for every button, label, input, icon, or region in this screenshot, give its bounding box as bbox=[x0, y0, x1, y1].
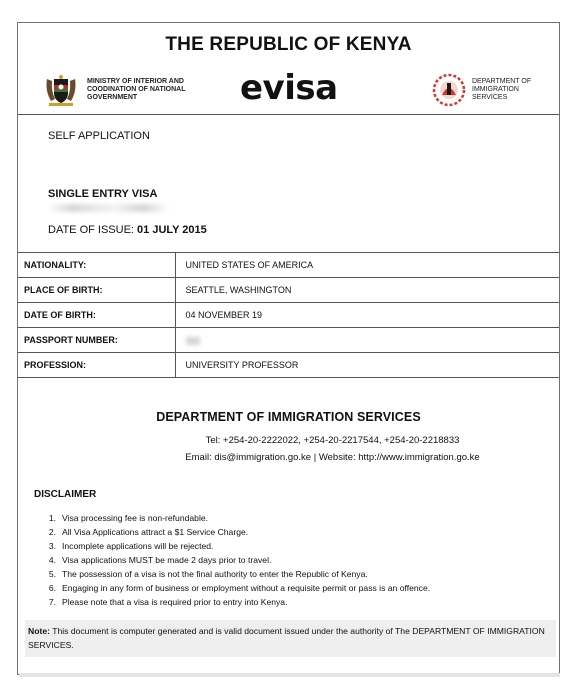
department-name: DEPARTMENT OF IMMIGRATION SERVICES bbox=[472, 78, 532, 101]
issue-date-line bbox=[48, 224, 207, 236]
list-item: 7. Please note that a visa is required prior to entry into Kenya. bbox=[48, 597, 288, 607]
disclaimer-list bbox=[46, 511, 430, 609]
issue-date-label: DATE OF ISSUE: bbox=[48, 224, 134, 236]
department-phone: Tel: +254-20-2222022, +254-20-2217544, +254-20-2218833 bbox=[205, 435, 460, 446]
application-section bbox=[18, 116, 559, 252]
detail-value: UNIVERSITY PROFESSOR bbox=[175, 353, 559, 378]
ministry-block bbox=[43, 73, 227, 107]
detail-label: PASSPORT NUMBER: bbox=[18, 328, 175, 353]
department-title: DEPARTMENT OF IMMIGRATION SERVICES bbox=[156, 410, 421, 424]
detail-label: NATIONALITY: bbox=[18, 253, 175, 278]
applicant-details-table bbox=[18, 252, 559, 378]
kenya-coat-of-arms-icon bbox=[43, 73, 79, 107]
table-row bbox=[18, 278, 559, 303]
department-email: Email: dis@immigration.go.ke | Website: http://www.immigration.go.ke bbox=[185, 452, 480, 463]
immigration-emblem-icon bbox=[432, 73, 466, 107]
note-label: Note: bbox=[28, 626, 50, 636]
table-row bbox=[18, 328, 559, 353]
detail-value: UNITED STATES OF AMERICA bbox=[175, 253, 559, 278]
ministry-name: MINISTRY OF INTERIOR AND COODINATION OF NATIONAL GOVERNMENT bbox=[87, 78, 186, 101]
redacted-passport-number bbox=[186, 337, 200, 345]
table-row bbox=[18, 303, 559, 328]
list-item: 4. Visa applications MUST be made 2 days prior to travel. bbox=[48, 555, 272, 565]
list-item: 5. The possession of a visa is not the final authority to enter the Republic of Kenya. bbox=[48, 569, 368, 579]
detail-value: 04 NOVEMBER 19 bbox=[175, 303, 559, 328]
evisa-logo: evisa bbox=[240, 68, 338, 108]
document-title: THE REPUBLIC OF KENYA bbox=[165, 34, 412, 55]
table-row bbox=[18, 253, 559, 278]
redacted-name bbox=[48, 204, 168, 212]
document-header bbox=[18, 23, 559, 115]
detail-value-redacted bbox=[175, 328, 559, 353]
evisa-document bbox=[17, 22, 560, 675]
list-item: 3. Incomplete applications will be rejected. bbox=[48, 541, 214, 551]
list-item: 2. All Visa Applications attract a $1 Service Charge. bbox=[48, 527, 249, 537]
department-contact bbox=[18, 410, 559, 463]
detail-label: DATE OF BIRTH: bbox=[18, 303, 175, 328]
detail-value: SEATTLE, WASHINGTON bbox=[175, 278, 559, 303]
disclaimer-title: DISCLAIMER bbox=[34, 489, 97, 500]
issue-date-value: 01 JULY 2015 bbox=[137, 224, 207, 236]
table-row bbox=[18, 353, 559, 378]
list-item: 1. Visa processing fee is non-refundable. bbox=[48, 513, 209, 523]
immigration-block bbox=[432, 73, 552, 107]
page-shadow bbox=[19, 673, 560, 677]
detail-label: PROFESSION: bbox=[18, 353, 175, 378]
detail-label: PLACE OF BIRTH: bbox=[18, 278, 175, 303]
visa-type: SINGLE ENTRY VISA bbox=[48, 188, 158, 200]
list-item: 6. Engaging in any form of business or employment without a requisite permit or pass is an offence. bbox=[48, 583, 431, 593]
note-text: This document is computer generated and is valid document issued under the authority of The DEPARTMENT OF IMMIGRATION SERVICES. bbox=[28, 626, 545, 650]
application-type: SELF APPLICATION bbox=[48, 130, 150, 142]
document-note bbox=[25, 620, 556, 657]
